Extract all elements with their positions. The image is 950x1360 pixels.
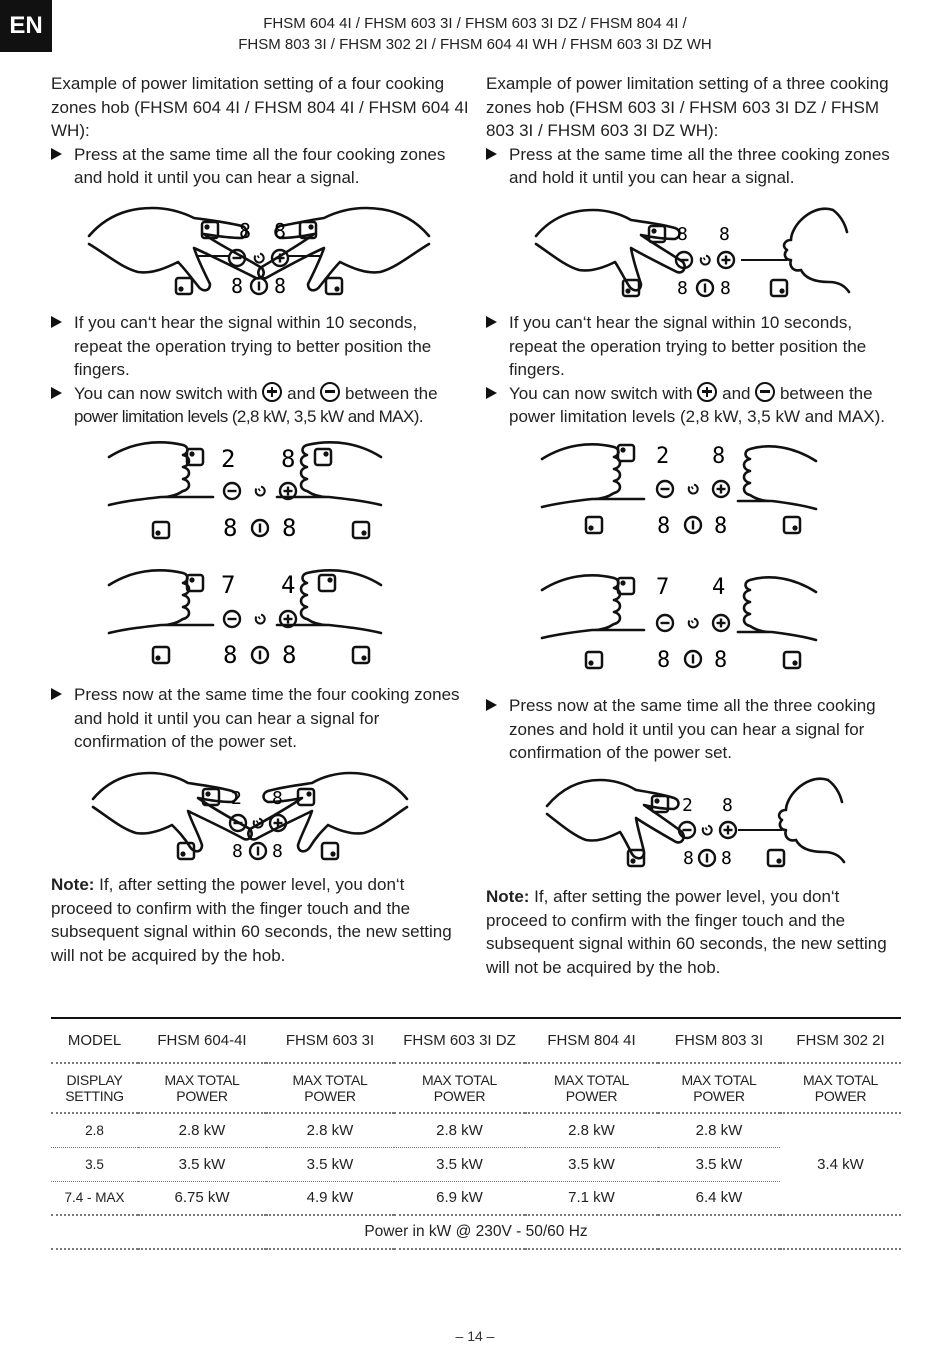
display-setting-label: DISPLAY SETTING <box>65 1072 124 1104</box>
zone-key-icon <box>768 850 784 866</box>
value-cell: 6.4 kW <box>695 1189 743 1207</box>
display-digit: 8 <box>677 278 688 299</box>
max-power-label: MAX TOTAL POWER <box>292 1072 368 1104</box>
display-digit: 8 <box>722 795 733 816</box>
display-digit: 8 <box>223 514 238 542</box>
language-badge: EN <box>0 0 52 52</box>
table-row <box>51 1113 901 1147</box>
zone-key-icon <box>178 843 194 859</box>
minus-icon <box>320 382 340 402</box>
display-digit: 8 <box>239 219 252 243</box>
bullet-arrow-icon <box>51 387 62 399</box>
timer-icon <box>255 254 264 263</box>
value-cell: 3.5 kW <box>138 1147 266 1181</box>
display-digit: 8 <box>714 514 728 539</box>
bullet-arrow-icon <box>486 387 497 399</box>
plus-icon <box>262 382 282 402</box>
display-digit: 8 <box>282 641 297 669</box>
four-zone-figure-3 <box>105 563 385 675</box>
three-zone-figure-3 <box>538 568 820 676</box>
display-digit: 2 <box>656 444 670 469</box>
bullet-arrow-icon <box>51 148 62 160</box>
table-header-cell: FHSM 604-4I <box>157 1032 247 1049</box>
minus-icon <box>755 382 775 402</box>
left-bullet-2 <box>51 311 469 382</box>
power-icon <box>697 280 713 296</box>
value-cell: 3.5 kW <box>394 1147 525 1181</box>
zone-key-icon <box>326 278 342 294</box>
bullet-arrow-icon <box>51 316 62 328</box>
power-icon <box>252 520 268 536</box>
power-icon <box>685 651 701 667</box>
value-cell: 3.5 kW <box>658 1147 780 1181</box>
minus-icon <box>230 815 246 831</box>
minus-icon <box>224 483 240 499</box>
timer-icon <box>256 487 265 496</box>
zone-key-icon <box>153 522 169 538</box>
timer-icon <box>689 485 698 494</box>
zone-key-icon <box>176 278 192 294</box>
zone-key-icon <box>315 449 331 465</box>
value-cell: 4.9 kW <box>306 1189 354 1207</box>
right-bullet-3-line2: power limitation levels (2,8 kW, 3,5 kW and MAX). <box>509 407 886 427</box>
plus-icon <box>697 382 717 402</box>
zone-key-icon <box>784 517 800 533</box>
setting-cell: 3.5 <box>51 1147 138 1181</box>
zone-key-icon <box>353 522 369 538</box>
bullet-arrow-icon <box>51 688 62 700</box>
right-bullet-3-post: between the <box>779 383 873 403</box>
display-digit: 7 <box>656 575 670 600</box>
display-digit: 8 <box>232 841 243 861</box>
left-switch-block <box>51 311 469 429</box>
display-digit: 8 <box>223 641 238 669</box>
bullet-arrow-icon <box>486 148 497 160</box>
right-bullet-1-text: Press at the same time all the three cooking zones and hold it until you can hear a signal. <box>509 144 890 188</box>
three-zone-figure-4 <box>544 772 850 868</box>
value-cell: 3.5 kW <box>525 1147 658 1181</box>
setting-cell: 2.8 <box>51 1113 138 1147</box>
right-bullet-3 <box>486 382 904 429</box>
minus-icon <box>657 481 673 497</box>
zone-key-icon <box>586 652 602 668</box>
zone-key-icon <box>771 280 787 296</box>
header-models-line1: FHSM 604 4I / FHSM 603 3I / FHSM 603 3I DZ / FHSM 804 4I / <box>263 15 687 32</box>
display-digit: 8 <box>721 848 732 868</box>
four-zone-figure-4 <box>90 765 410 861</box>
display-digit: 8 <box>281 445 296 473</box>
display-digit: 8 <box>677 224 688 245</box>
display-digit: 8 <box>719 224 730 245</box>
left-confirm-block <box>51 683 469 754</box>
left-note-label: Note: <box>51 875 95 894</box>
right-note-label: Note: <box>486 887 530 906</box>
table-subheader-row <box>51 1063 901 1113</box>
display-digit: 8 <box>657 648 671 673</box>
value-cell: 7.1 kW <box>568 1189 615 1207</box>
timer-icon <box>703 826 712 835</box>
minus-icon <box>657 615 673 631</box>
power-note: Power in kW @ 230V - 50/60 Hz <box>364 1223 588 1240</box>
left-bullet-3-and: and <box>287 383 316 403</box>
header-models-line2: FHSM 803 3I / FHSM 302 2I / FHSM 604 4I WH / FHSM 603 3I DZ WH <box>238 36 712 53</box>
left-bullet-1-text: Press at the same time all the four cooking zones and hold it until you can hear a signal. <box>74 144 446 188</box>
left-bullet-4-text: Press now at the same time the four cooking zones and hold it until you can hear a signal for confirmation of the power set. <box>74 685 460 752</box>
display-digit: 2 <box>682 795 693 816</box>
fhsm302-value-cell: 3.4 kW <box>817 1155 864 1173</box>
table-footer-row <box>51 1215 901 1249</box>
table-header-cell: FHSM 804 4I <box>547 1032 636 1049</box>
plus-icon <box>713 615 729 631</box>
table-header-cell: FHSM 603 3I DZ <box>403 1032 516 1049</box>
timer-icon <box>701 256 710 265</box>
display-digit: 8 <box>714 648 728 673</box>
four-zone-figure-2 <box>105 435 385 547</box>
left-note-text: If, after setting the power level, you don‘t proceed to confirm with the finger touch and the subsequent signal within 60 seconds, the new setting will not be acquired by the hob. <box>51 875 452 965</box>
right-bullet-3-and: and <box>722 383 751 403</box>
display-digit: 7 <box>221 571 236 599</box>
plus-icon <box>713 481 729 497</box>
power-icon <box>251 278 267 294</box>
table-row <box>51 1147 901 1181</box>
display-digit: 8 <box>720 278 731 299</box>
right-bullet-1 <box>486 143 904 190</box>
display-digit: 2 <box>231 788 242 809</box>
timer-icon <box>256 615 265 624</box>
power-icon <box>685 517 701 533</box>
zone-key-icon <box>319 575 335 591</box>
display-digit: 8 <box>282 514 297 542</box>
value-cell: 2.8 kW <box>525 1113 658 1147</box>
right-bullet-3-pre: You can now switch with <box>509 383 693 403</box>
left-bullet-3 <box>51 382 469 429</box>
display-digit: 2 <box>221 445 236 473</box>
timer-icon <box>689 619 698 628</box>
zone-key-icon <box>353 647 369 663</box>
right-bullet-4 <box>486 694 904 765</box>
display-digit: 8 <box>657 514 671 539</box>
left-intro-block <box>51 72 469 190</box>
display-digit: 8 <box>683 848 694 868</box>
max-power-label: MAX TOTAL POWER <box>802 1072 879 1104</box>
plus-icon <box>720 822 736 838</box>
right-bullet-2 <box>486 311 904 382</box>
plus-icon <box>718 252 734 268</box>
value-cell: 2.8 kW <box>138 1113 266 1147</box>
minus-icon <box>224 611 240 627</box>
left-bullet-3-post: between the <box>344 383 438 403</box>
left-bullet-2-text: If you can‘t hear the signal within 10 seconds, repeat the operation trying to better position the fingers. <box>74 313 432 380</box>
value-cell: 2.8 kW <box>658 1113 780 1147</box>
left-bullet-4 <box>51 683 469 754</box>
power-icon <box>252 647 268 663</box>
value-cell: 6.75 kW <box>174 1189 230 1207</box>
power-icon <box>699 850 715 866</box>
table-header-cell: MODEL <box>67 1032 122 1049</box>
zone-key-icon <box>586 517 602 533</box>
bullet-arrow-icon <box>486 316 497 328</box>
value-cell: 2.8 kW <box>266 1113 394 1147</box>
four-zone-figure-1 <box>86 198 432 300</box>
table-row <box>51 1181 901 1215</box>
display-digit: 8 <box>272 841 283 861</box>
zone-key-icon <box>784 652 800 668</box>
zone-key-icon <box>618 445 634 461</box>
right-bullet-2-text: If you can‘t hear the signal within 10 seconds, repeat the operation trying to better position the fingers. <box>509 313 867 380</box>
table-header-row <box>51 1018 901 1063</box>
power-icon <box>250 843 266 859</box>
zone-key-icon <box>322 843 338 859</box>
value-cell: 2.8 kW <box>394 1113 525 1147</box>
table-header-cell: FHSM 302 2I <box>796 1032 885 1049</box>
max-power-label: MAX TOTAL POWER <box>681 1072 757 1104</box>
left-note <box>51 873 469 967</box>
bullet-arrow-icon <box>486 699 497 711</box>
three-zone-figure-1 <box>533 202 853 300</box>
max-power-label: MAX TOTAL POWER <box>421 1072 498 1104</box>
right-note <box>486 885 904 979</box>
right-bullet-4-text: Press now at the same time all the three cooking zones and hold it until you can hear a signal for confirmation of the power set. <box>509 696 876 763</box>
display-digit: 8 <box>274 274 287 298</box>
display-digit: 4 <box>712 575 726 600</box>
power-limit-table <box>51 1017 901 1250</box>
right-switch-block <box>486 311 904 429</box>
right-confirm-block <box>486 694 904 765</box>
three-zone-figure-2 <box>538 437 820 545</box>
left-bullet-1 <box>51 143 469 190</box>
right-note-text: If, after setting the power level, you don‘t proceed to confirm with the finger touch and the subsequent signal within 60 seconds, the new setting will not be acquired by the hob. <box>486 887 887 977</box>
display-digit: 8 <box>231 274 244 298</box>
max-power-label: MAX TOTAL POWER <box>164 1072 240 1104</box>
table-header-cell: FHSM 803 3I <box>674 1032 764 1049</box>
right-intro-block <box>486 72 904 190</box>
display-digit: 4 <box>281 571 296 599</box>
zone-key-icon <box>153 647 169 663</box>
left-intro-text: Example of power limitation setting of a four cooking zones hob (FHSM 604 4I / FHSM 804 4I / FHSM 604 4I WH): <box>51 74 469 141</box>
left-bullet-3-line2: power limitation levels (2,8 kW, 3,5 kW and MAX). <box>74 407 424 427</box>
right-intro-text: Example of power limitation setting of a three cooking zones hob (FHSM 603 3I / FHSM 603 3I DZ / FHSM 803 3I / FHSM 603 3I DZ WH): <box>486 74 889 141</box>
value-cell: 3.5 kW <box>266 1147 394 1181</box>
left-bullet-3-pre: You can now switch with <box>74 383 258 403</box>
display-digit: 8 <box>712 444 726 469</box>
page-number: – 14 – <box>455 1328 495 1344</box>
display-digit: 8 <box>274 219 287 243</box>
max-power-label: MAX TOTAL POWER <box>553 1072 630 1104</box>
setting-cell: 7.4 - MAX <box>64 1190 125 1206</box>
value-cell: 6.9 kW <box>436 1189 483 1207</box>
table-header-cell: FHSM 603 3I <box>285 1032 375 1049</box>
display-digit: 8 <box>272 788 283 809</box>
